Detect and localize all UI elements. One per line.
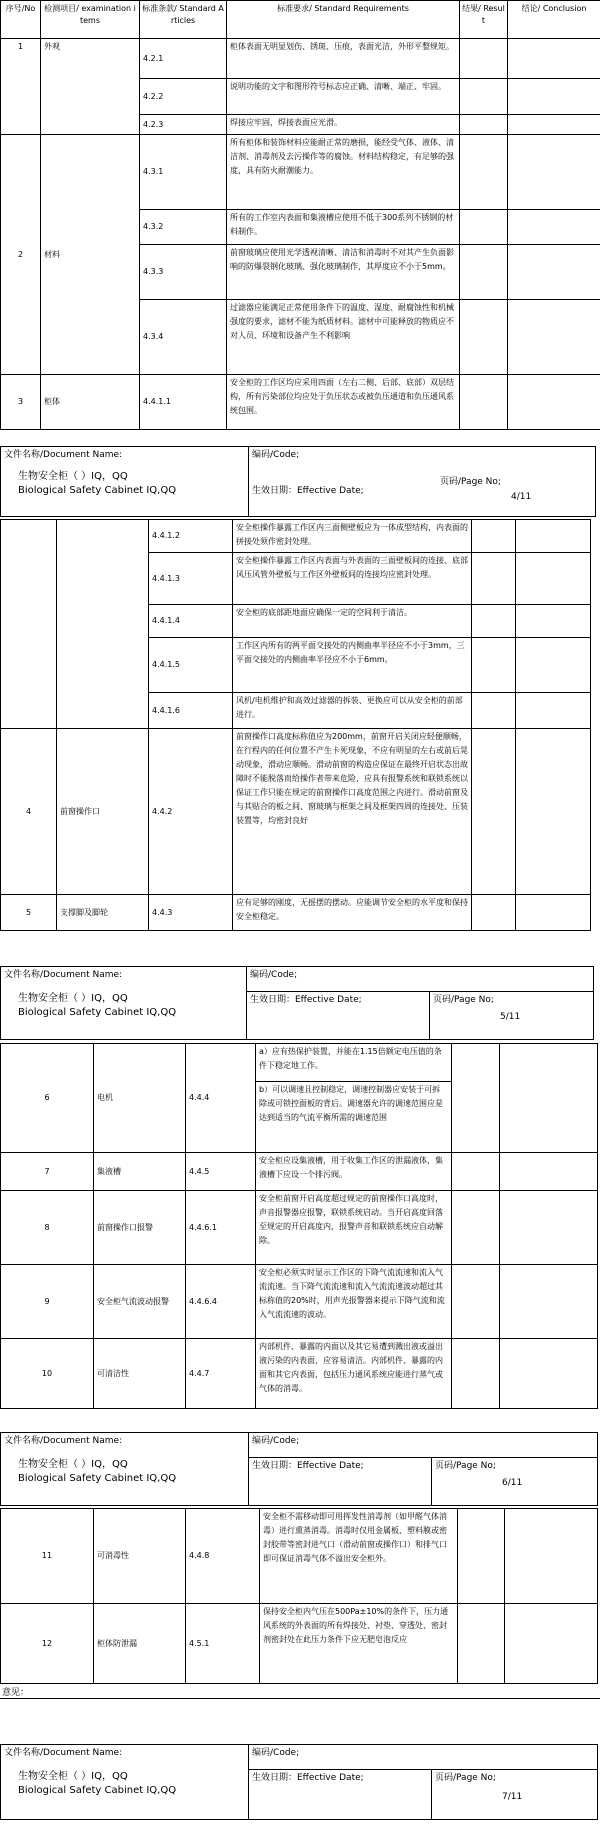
- row-conclusion[interactable]: [516, 729, 591, 895]
- row-requirement: 安全柜操作暴露工作区内表面与外表面的三面壁板间的连接、底部风压风管外壁板与工作区外壁板间的连接均应密封处理。: [233, 553, 472, 605]
- row-item: 电机: [94, 1044, 186, 1153]
- row-item: 外观: [41, 39, 140, 135]
- inspection-table-page6: [0, 1508, 598, 1684]
- row-conclusion[interactable]: [516, 605, 591, 638]
- row-article: 4.4.6.1: [186, 1191, 256, 1265]
- document-header-page6: [0, 1432, 598, 1506]
- document-header-page5: [0, 966, 594, 1040]
- table-row: [1, 895, 591, 931]
- document-code: 编码/Code;: [249, 447, 596, 472]
- row-requirement: 前窗操作口高度标称值应为200mm，前窗开启关闭应轻便顺畅，在行程内的任何位置不产生卡死现象，不应有明显的左右或前后晃动现象，滑动应顺畅。滑动前窗的构造应保证在最终开启状态出故障时不能脱落而给操作者带来危险，应具有报警系统和联锁系统以保证工作只能在规定的前窗操作口高度范围之内进行。滑动前窗及与其贴合的板之间、窗玻璃与框架之间及框架四周的连接处、压装装置等，均密封良好: [233, 729, 472, 895]
- row-article: 4.2.2: [140, 79, 227, 115]
- row-article: 4.4.1.4: [149, 605, 233, 638]
- header-no: 序号/No: [1, 1, 41, 39]
- row-conclusion[interactable]: [500, 1191, 598, 1265]
- row-requirement: 过滤器应能满足正常使用条件下的温度、湿度、耐腐蚀性和机械强度的要求，滤材不能为纸质材料。滤材中可能释放的物质应不对人员、环境和设备产生不利影响: [227, 300, 460, 375]
- row-article: 4.4.8: [186, 1509, 260, 1604]
- table-row: [1, 1339, 598, 1409]
- row-requirement: 应有足够的刚度，无摇摆的摆动。应能调节安全柜的水平度和保持安全柜稳定。: [233, 895, 472, 931]
- header-result: 结果/ Result: [460, 1, 508, 39]
- page-number-label: 页码/Page No;: [435, 1773, 496, 1783]
- row-article: 4.4.1.1: [140, 375, 227, 430]
- table-row: [1, 729, 591, 895]
- row-item: 柜体: [41, 375, 140, 430]
- row-result[interactable]: [472, 729, 516, 895]
- effective-date-label: 生效日期：Effective Date;: [249, 1458, 432, 1506]
- document-name-label: 文件名称/Document Name:: [4, 970, 123, 980]
- row-requirement: 安全柜的工作区均应采用四面（左右二侧、后部、底部）双层结构，所有污染部位均应处于负压状态或被负压通道和负压通风系统包围。: [227, 375, 460, 430]
- row-conclusion[interactable]: [508, 300, 600, 375]
- row-article: 4.3.3: [140, 245, 227, 300]
- row-requirement: 柜体表面无明显划伤、锈斑、压痕，表面光洁，外形平整规矩。: [227, 39, 460, 79]
- row-article: 4.2.3: [140, 115, 227, 135]
- row-article: 4.4.6.4: [186, 1265, 256, 1339]
- inspection-table-page3: [0, 0, 600, 430]
- row-result[interactable]: [472, 638, 516, 693]
- document-code: 编码/Code;: [249, 1745, 598, 1770]
- row-conclusion[interactable]: [508, 375, 600, 430]
- document-name-cell: [1, 447, 249, 517]
- page-number-label: 页码/Page No;: [435, 1461, 496, 1471]
- document-name-cn: 生物安全柜（ ）IQ，QQ: [18, 1771, 128, 1782]
- row-item: 前窗操作口: [57, 729, 149, 895]
- row-item: 前窗操作口报警: [94, 1191, 186, 1265]
- row-article: 4.4.7: [186, 1339, 256, 1409]
- row-conclusion[interactable]: [508, 39, 600, 79]
- table-row: [1, 520, 591, 553]
- row-article: 4.5.1: [186, 1604, 260, 1684]
- table-row: [1, 1604, 598, 1684]
- row-result[interactable]: [452, 1265, 500, 1339]
- row-result[interactable]: [460, 79, 508, 115]
- table-row: [1, 1509, 598, 1604]
- table-row: [1, 1044, 598, 1082]
- row-number: 11: [1, 1509, 94, 1604]
- page-number-cell: [432, 1770, 598, 1820]
- document-name-label: 文件名称/Document Name:: [4, 1436, 123, 1446]
- document-name-en: Biological Safety Cabinet IQ,QQ: [18, 485, 177, 496]
- row-article: 4.3.1: [140, 135, 227, 210]
- table-header-row: [1, 1, 600, 39]
- row-item: 安全柜气流波动报警: [94, 1265, 186, 1339]
- row-number: 10: [1, 1339, 94, 1409]
- row-article: 4.3.4: [140, 300, 227, 375]
- header-conclusion: 结论/ Conclusion: [508, 1, 600, 39]
- row-result[interactable]: [460, 300, 508, 375]
- row-requirement: 安全柜必须实时显示工作区的下降气流流速和流入气流流速。当下降气流流速和流入气流流速波动超过其标称值的20%时，用声光报警器来提示下降气流和流入气流流速的波动。: [256, 1265, 452, 1339]
- row-item: 支撑脚及脚轮: [57, 895, 149, 931]
- effective-date-label: 生效日期：Effective Date;: [247, 992, 430, 1040]
- row-requirement: 安全柜操作暴露工作区内三面侧壁板应为一体成型结构，内表面的拼接处须作密封处理。: [233, 520, 472, 553]
- page-number-value: 4/11: [511, 491, 532, 502]
- row-conclusion[interactable]: [508, 79, 600, 115]
- row-conclusion[interactable]: [516, 693, 591, 729]
- row-number: 5: [1, 895, 57, 931]
- inspection-table-page4: [0, 519, 591, 931]
- document-name-cn: 生物安全柜（ ）IQ，QQ: [18, 471, 128, 482]
- row-conclusion[interactable]: [505, 1604, 598, 1684]
- document-code: 编码/Code;: [249, 1433, 598, 1458]
- document-name-label: 文件名称/Document Name:: [4, 450, 123, 460]
- document-code: 编码/Code;: [247, 967, 594, 992]
- row-requirement: 前窗玻璃应使用光学透视清晰、清洁和消毒时不对其产生负面影响的防爆裂钢化玻璃、强化玻璃制作，其厚度应不小于5mm。: [227, 245, 460, 300]
- document-name-en: Biological Safety Cabinet IQ,QQ: [18, 1473, 177, 1484]
- header-requirement: 标准要求/ Standard Requirements: [227, 1, 460, 39]
- row-number: 8: [1, 1191, 94, 1265]
- table-row: [1, 1191, 598, 1265]
- row-requirement-a: a）应有热保护装置，并能在1.15倍额定电压值的条件下稳定地工作。: [256, 1044, 452, 1082]
- row-requirement: 所有柜体和装饰材料应能耐正常的磨损，能经受气体、液体、清洁剂、消毒剂及去污操作等的腐蚀。材料结构稳定，有足够的强度，具有防火耐潮能力。: [227, 135, 460, 210]
- row-number: 4: [1, 729, 57, 895]
- row-article: 4.4.1.6: [149, 693, 233, 729]
- row-item: 可消毒性: [94, 1509, 186, 1604]
- row-requirement: 内部机件、暴露的内面以及其它易遭到溅出液或溢出液污染的内表面，应容易清洁。内部机件、暴露的内面和其它内表面，包括压力通风系统应能进行蒸气或气体的消毒。: [256, 1339, 452, 1409]
- row-article: 4.4.1.2: [149, 520, 233, 553]
- document-name-label: 文件名称/Document Name:: [4, 1748, 123, 1758]
- page-number-value: 6/11: [502, 1478, 523, 1488]
- page-number-cell: [432, 1458, 598, 1506]
- row-number: 12: [1, 1604, 94, 1684]
- document-header-page4: [0, 446, 596, 517]
- row-result[interactable]: [472, 605, 516, 638]
- row-number: 1: [1, 39, 41, 135]
- table-row: [1, 375, 600, 430]
- document-date-page-cell: [249, 472, 596, 517]
- row-result[interactable]: [458, 1604, 505, 1684]
- row-result[interactable]: [460, 39, 508, 79]
- row-result[interactable]: [460, 210, 508, 245]
- header-item: 检测项目/ examination items: [41, 1, 140, 39]
- document-name-cell: [1, 1745, 249, 1820]
- row-result[interactable]: [472, 693, 516, 729]
- row-requirement: 焊接应牢固，焊接表面应光滑。: [227, 115, 460, 135]
- table-row: [1, 135, 600, 210]
- page-number-cell: [430, 992, 594, 1040]
- effective-date-label: 生效日期：Effective Date;: [249, 1770, 432, 1820]
- page-number-label: 页码/Page No;: [433, 995, 494, 1005]
- row-number: 2: [1, 135, 41, 375]
- row-conclusion[interactable]: [508, 245, 600, 300]
- row-result[interactable]: [472, 553, 516, 605]
- row-result[interactable]: [472, 520, 516, 553]
- row-result[interactable]: [460, 245, 508, 300]
- row-conclusion[interactable]: [508, 210, 600, 245]
- row-conclusion[interactable]: [500, 1339, 598, 1409]
- effective-date-label: 生效日期：Effective Date;: [252, 485, 364, 496]
- document-name-cell: [1, 967, 247, 1040]
- row-conclusion[interactable]: [508, 135, 600, 210]
- row-requirement: 安全柜前窗开启高度超过规定的前窗操作口高度时，声音报警器应报警，联锁系统启动。当开启高度回落至规定的开启高度内，报警声音和联锁系统应自动解除。: [256, 1191, 452, 1265]
- row-item: 可清洁性: [94, 1339, 186, 1409]
- row-result[interactable]: [460, 375, 508, 430]
- row-conclusion[interactable]: [516, 895, 591, 931]
- header-article: 标准条款/ Standard Articles: [140, 1, 227, 39]
- row-conclusion[interactable]: [500, 1265, 598, 1339]
- table-row: [1, 39, 600, 79]
- row-item: 柜体防泄漏: [94, 1604, 186, 1684]
- row-conclusion[interactable]: [516, 520, 591, 553]
- row-number: 6: [1, 1044, 94, 1153]
- row-requirement-b: b）可以调速且控制稳定，调速控制器应安装于可拆除或可锁控面板的背后。调速器允许的调速范围应是达到适当的气流平衡所需的调速范围: [256, 1082, 452, 1153]
- row-conclusion[interactable]: [500, 1044, 598, 1153]
- row-article: 4.4.5: [186, 1153, 256, 1191]
- row-article: 4.4.3: [149, 895, 233, 931]
- row-number: 9: [1, 1265, 94, 1339]
- row-result[interactable]: [472, 895, 516, 931]
- row-requirement: 安全柜不需移动即可用挥发性消毒剂（如甲醛气体消毒）进行熏蒸消毒。消毒时仅用金属板、塑料膜或密封胶带等密封进气口（滑动前窗或操作口）和排气口即可保证消毒气体不溢出安全柜外。: [260, 1509, 458, 1604]
- row-conclusion[interactable]: [508, 115, 600, 135]
- row-article: 4.4.1.3: [149, 553, 233, 605]
- row-requirement: 工作区内所有的两平面交接处的内侧曲率半径应不小于3mm，三平面交接处的内侧曲率半径应不小于6mm。: [233, 638, 472, 693]
- row-item: 集液槽: [94, 1153, 186, 1191]
- table-row: [1, 1153, 598, 1191]
- document-name-cn: 生物安全柜（ ）IQ，QQ: [18, 1459, 128, 1470]
- page-number-label: 页码/Page No;: [440, 476, 501, 487]
- row-requirement: 保持安全柜内气压在500Pa±10%的条件下，压力通风系统的外表面的所有焊接处、衬垫、穿透处、密封剂密封处在此压力条件下应无肥皂泡反应: [260, 1604, 458, 1684]
- row-result[interactable]: [460, 115, 508, 135]
- row-requirement: 所有的工作室内表面和集液槽应使用不低于300系列不锈钢的材料制作。: [227, 210, 460, 245]
- row-article: 4.4.1.5: [149, 638, 233, 693]
- document-name-cn: 生物安全柜（ ）IQ，QQ: [18, 993, 128, 1004]
- page-number-value: 5/11: [500, 1012, 521, 1022]
- page-number-value: 7/11: [502, 1792, 523, 1802]
- row-conclusion[interactable]: [516, 553, 591, 605]
- inspection-table-page5: [0, 1043, 598, 1409]
- row-number: 7: [1, 1153, 94, 1191]
- row-result[interactable]: [452, 1339, 500, 1409]
- row-article: 4.4.2: [149, 729, 233, 895]
- row-article: 4.4.4: [186, 1044, 256, 1153]
- document-header-page7: [0, 1744, 598, 1820]
- row-conclusion[interactable]: [505, 1509, 598, 1604]
- row-result[interactable]: [460, 135, 508, 210]
- row-conclusion[interactable]: [500, 1153, 598, 1191]
- document-name-en: Biological Safety Cabinet IQ,QQ: [18, 1007, 177, 1018]
- document-name-cell: [1, 1433, 249, 1506]
- divider: [0, 1698, 600, 1699]
- row-number: 3: [1, 375, 41, 430]
- row-result[interactable]: [452, 1153, 500, 1191]
- row-article: 4.2.1: [140, 39, 227, 79]
- row-item: 材料: [41, 135, 140, 375]
- row-result[interactable]: [452, 1044, 500, 1153]
- opinion-label: 意见：: [2, 1688, 30, 1698]
- document-name-en: Biological Safety Cabinet IQ,QQ: [18, 1785, 177, 1796]
- table-row: [1, 1265, 598, 1339]
- row-requirement: 安全柜的底部距地面应确保一定的空间利于清洁。: [233, 605, 472, 638]
- row-result[interactable]: [452, 1191, 500, 1265]
- row-conclusion[interactable]: [516, 638, 591, 693]
- row-requirement: 说明功能的文字和图形符号标志应正确、清晰、端正、牢固。: [227, 79, 460, 115]
- row-requirement: 安全柜应设集液槽，用于收集工作区的泄漏液体，集液槽下应设一个排污阀。: [256, 1153, 452, 1191]
- row-requirement: 风机/电机维护和高效过滤器的拆装、更换应可以从安全柜的前部进行。: [233, 693, 472, 729]
- row-article: 4.3.2: [140, 210, 227, 245]
- row-result[interactable]: [458, 1509, 505, 1604]
